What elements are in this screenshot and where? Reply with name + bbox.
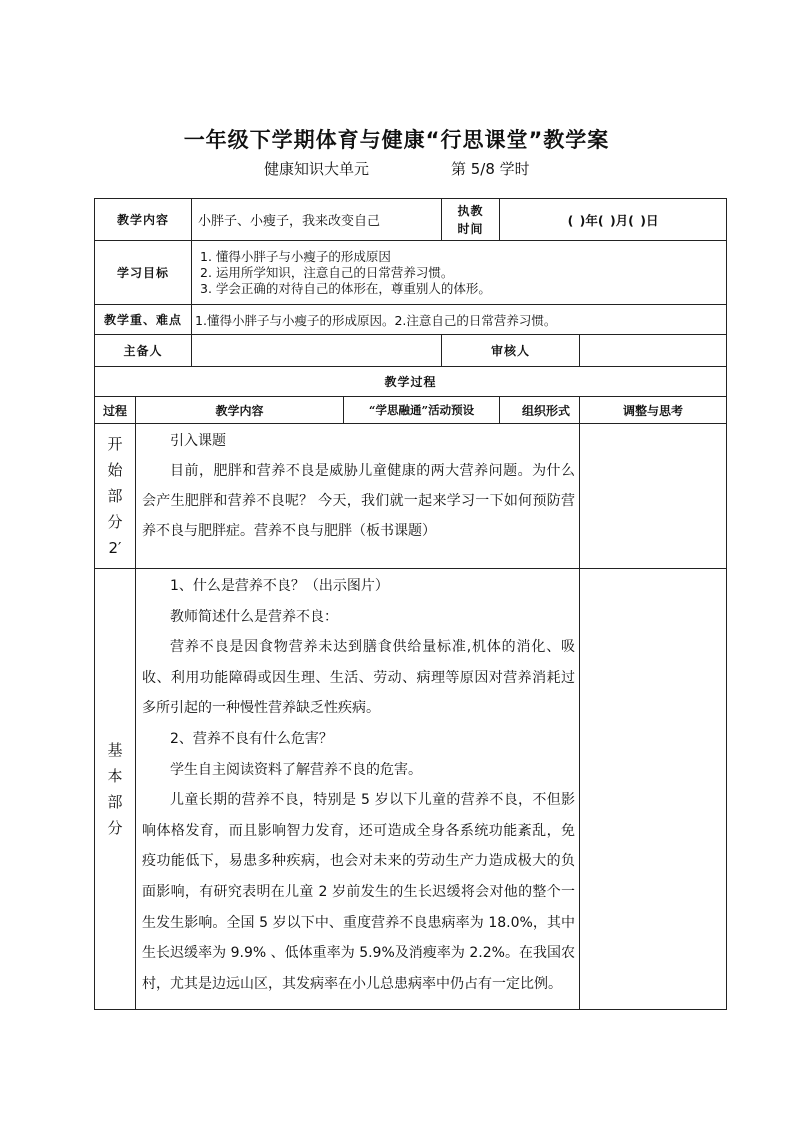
label-char: 分 bbox=[107, 819, 123, 837]
paragraph: 儿童长期的营养不良，特别是 5 岁以下儿童的营养不良，不但影响体格发育，而且影响智力发育，还可造成全身各系统功能紊乱，免疫功能低下，易患多种疾病，也会对未来的劳动生产力造成极大的负面影响，有研究表明在儿童 2 岁前发生的生长迟缓将会对他的整个一生发生影响。全国 5 岁以下中、重度营养不良患病率为 18.0%，其中生长迟缓率为 9.9% 、低体重率为 5.9%及消瘦率为 2.2%。在我国农村，尤其是边远山区，其发病率在小儿总患病率中仍占有一定比例。 bbox=[142, 792, 576, 992]
start-section-notes bbox=[580, 424, 727, 569]
preparer-label: 主备人 bbox=[95, 335, 192, 367]
header-organization: 组织形式 bbox=[500, 397, 580, 424]
header-activity-preset: “学思融通”活动预设 bbox=[344, 397, 500, 424]
page-title: 一年级下学期体育与健康“行思课堂”教学案 bbox=[183, 128, 610, 152]
row-process-title bbox=[95, 367, 727, 397]
start-section-content bbox=[136, 424, 580, 569]
row-teaching-content bbox=[95, 199, 727, 241]
label-char: 分 bbox=[107, 513, 123, 531]
row-keypoints bbox=[95, 305, 727, 335]
label-char: 2′ bbox=[108, 539, 122, 557]
row-basic-section bbox=[95, 569, 727, 1010]
objectives-list bbox=[192, 241, 727, 305]
lesson-plan-table bbox=[94, 198, 727, 1010]
teaching-content-label: 教学内容 bbox=[95, 199, 192, 241]
label-char: 部 bbox=[107, 793, 123, 811]
reviewer-value bbox=[580, 335, 727, 367]
basic-section-content bbox=[136, 569, 580, 1010]
objectives-label: 学习目标 bbox=[95, 241, 192, 305]
paragraph: 1、什么是营养不良？（出示图片） bbox=[170, 578, 389, 594]
row-start-section bbox=[95, 424, 727, 569]
class-period: 第 5/8 学时 bbox=[451, 160, 530, 178]
teaching-content-value: 小胖子、小瘦子，我来改变自己 bbox=[192, 199, 442, 241]
subtitle bbox=[0, 158, 793, 182]
row-process-headers bbox=[95, 397, 727, 424]
unit-name: 健康知识大单元 bbox=[264, 160, 370, 178]
objective-item: 2. 运用所学知识，注意自己的日常营养习惯。 bbox=[200, 264, 454, 280]
basic-section-notes bbox=[580, 569, 727, 1010]
label-char: 开 bbox=[107, 435, 123, 453]
objective-item: 1. 懂得小胖子与小瘦子的形成原因 bbox=[200, 248, 391, 264]
header-process: 过程 bbox=[95, 397, 136, 424]
label-char: 基 bbox=[107, 741, 123, 759]
keypoints-label: 教学重、难点 bbox=[95, 305, 192, 335]
exec-time-label-line2: 时间 bbox=[457, 221, 484, 236]
start-section-label bbox=[95, 424, 136, 569]
row-objectives bbox=[95, 241, 727, 305]
header-teaching-content: 教学内容 bbox=[136, 397, 344, 424]
label-char: 本 bbox=[107, 767, 123, 785]
header-adjustment: 调整与思考 bbox=[580, 397, 727, 424]
objective-item: 3. 学会正确的对待自己的体形在，尊重别人的体形。 bbox=[200, 280, 491, 296]
reviewer-label: 审核人 bbox=[442, 335, 580, 367]
paragraph: 2、营养不良有什么危害？ bbox=[170, 730, 333, 747]
label-char: 部 bbox=[107, 487, 123, 505]
exec-date-value: ( )年( )月( )日 bbox=[500, 199, 727, 241]
exec-time-label bbox=[442, 199, 500, 241]
basic-section-label bbox=[95, 569, 136, 1010]
paragraph: 学生自主阅读资料了解营养不良的危害。 bbox=[170, 761, 422, 778]
process-title: 教学过程 bbox=[95, 367, 727, 397]
paragraph: 教师简述什么是营养不良： bbox=[170, 608, 338, 625]
preparer-value bbox=[192, 335, 442, 367]
row-preparer bbox=[95, 335, 727, 367]
paragraph: 目前，肥胖和营养不良是威胁儿童健康的两大营养问题。为什么会产生肥胖和营养不良呢？ 今天，我们就一起来学习一下如何预防营养不良与肥胖症。营养不良与肥胖（板书课题） bbox=[142, 463, 576, 539]
keypoints-value: 1.懂得小胖子与小瘦子的形成原因。2.注意自己的日常营养习惯。 bbox=[192, 305, 727, 335]
label-char: 始 bbox=[107, 461, 123, 479]
paragraph: 营养不良是因食物营养未达到膳食供给量标准,机体的消化、吸收、利用功能障碍或因生理、生活、劳动、病理等原因对营养消耗过多所引起的一种慢性营养缺乏性疾病。 bbox=[142, 639, 576, 717]
exec-time-label-line1: 执教 bbox=[457, 203, 484, 218]
paragraph: 引入课题 bbox=[170, 433, 226, 449]
